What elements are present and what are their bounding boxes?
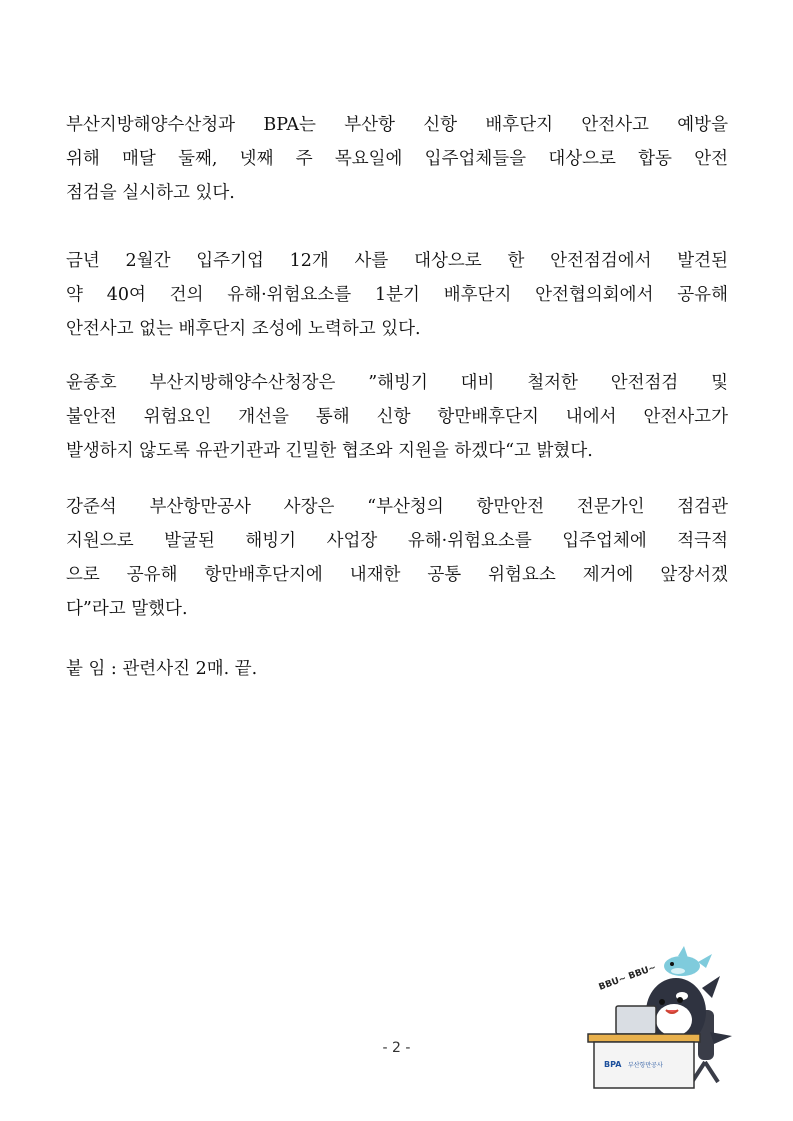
paragraph-line: 위해 매달 둘째, 넷째 주 목요일에 입주업체들을 대상으로 합동 안전 xyxy=(66,149,728,169)
page-number: - 2 - xyxy=(382,1040,411,1056)
attachment-note: 붙 임 : 관련사진 2매. 끝. xyxy=(66,659,258,679)
paragraph-line: 약 40여 건의 유해·위험요소를 1분기 배후단지 안전협의회에서 공유해 xyxy=(66,285,728,305)
paragraph-line: 윤종호 부산지방해양수산청장은 ”해빙기 대비 철저한 안전점검 및 xyxy=(66,373,728,393)
desk-logo: BPA xyxy=(604,1060,622,1069)
paragraph-line: 안전사고 없는 배후단지 조성에 노력하고 있다. xyxy=(66,319,421,339)
desk-subtitle: 부산항만공사 xyxy=(628,1062,663,1069)
paragraph-1 xyxy=(66,108,728,210)
mascot-illustration xyxy=(580,940,740,1090)
laptop xyxy=(616,1006,656,1034)
paragraph-line: 강준석 부산항만공사 사장은 “부산청의 항만안전 전문가인 점검관 xyxy=(66,497,728,517)
paragraph-line: 금년 2월간 입주기업 12개 사를 대상으로 한 안전점검에서 발견된 xyxy=(66,251,728,271)
paragraph-line: 지원으로 발굴된 해빙기 사업장 유해·위험요소를 입주업체에 적극적 xyxy=(66,531,728,551)
paragraph-line: 점검을 실시하고 있다. xyxy=(66,183,235,203)
paragraph-line: 발생하지 않도록 유관기관과 긴밀한 협조와 지원을 하겠다“고 밝혔다. xyxy=(66,441,593,461)
paragraph-3 xyxy=(66,366,728,468)
paragraph-line: 부산지방해양수산청과 BPA는 부산항 신항 배후단지 안전사고 예방을 xyxy=(66,115,728,135)
paragraph-line: 불안전 위험요인 개선을 통해 신항 항만배후단지 내에서 안전사고가 xyxy=(66,407,728,427)
paragraph-line: 으로 공유해 항만배후단지에 내재한 공통 위험요소 제거에 앞장서겠 xyxy=(66,565,728,585)
paragraph-2 xyxy=(66,244,728,346)
mascot-speech: BBU~ BBU~ xyxy=(597,962,658,993)
paragraph-line: 다”라고 말했다. xyxy=(66,599,188,619)
paragraph-4 xyxy=(66,490,728,626)
